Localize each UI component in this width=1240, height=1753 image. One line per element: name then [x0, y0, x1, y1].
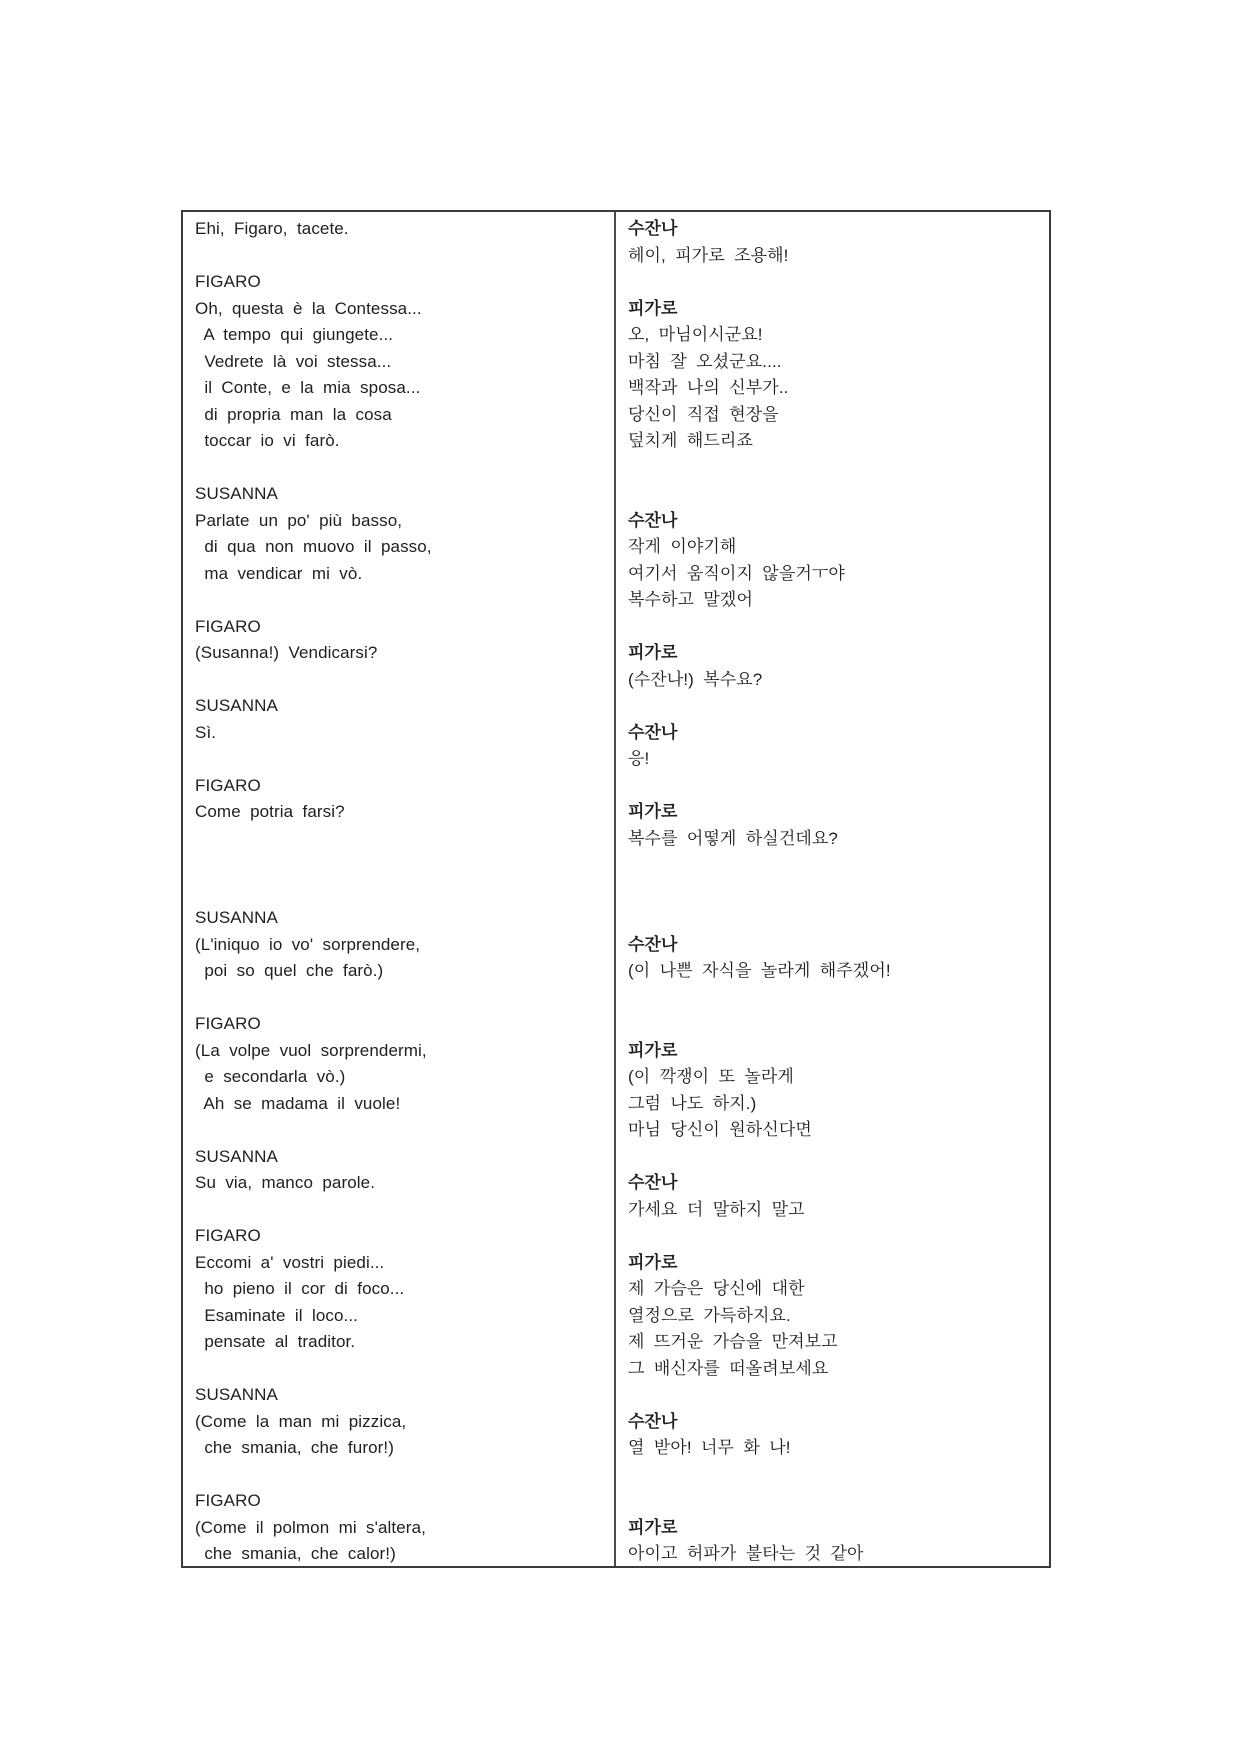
- dialogue-line: 헤이, 피가로 조용해!: [628, 245, 789, 265]
- dialogue-line: FIGARO: [195, 272, 261, 291]
- dialogue-line: (Susanna!) Vendicarsi?: [195, 643, 378, 662]
- dialogue-line: Eccomi a' vostri piedi...: [195, 1252, 385, 1272]
- speaker-name: 피가로: [628, 802, 678, 821]
- dialogue-line: 백작과 나의 신부가..: [628, 378, 789, 397]
- speaker-name: 피가로: [628, 643, 678, 662]
- dialogue-line: 덮치게 해드리죠: [628, 431, 753, 450]
- korean-column: [616, 212, 1049, 1566]
- blank-line: [628, 985, 1041, 1012]
- dialogue-line: SUSANNA: [195, 908, 278, 927]
- speaker-name: 수잔나: [628, 722, 678, 742]
- blank-line: [628, 852, 1041, 879]
- dialogue-line: 열 받아! 너무 화 나!: [628, 1438, 791, 1457]
- blank-line: [628, 1011, 1041, 1038]
- speaker-name: 피가로: [628, 1040, 678, 1060]
- dialogue-line: 가세요 더 말하지 말고: [628, 1199, 805, 1219]
- dialogue-line: (이 깍쟁이 또 놀라게: [628, 1067, 794, 1086]
- dialogue-line: 복수하고 말겠어: [628, 590, 753, 609]
- dialogue-line: A tempo qui giungete...: [195, 325, 394, 344]
- dialogue-line: di propria man la cosa: [195, 404, 392, 424]
- dialogue-line: SUSANNA: [195, 484, 278, 503]
- blank-line: [195, 1117, 606, 1144]
- blank-line: [628, 1462, 1041, 1489]
- dialogue-line: FIGARO: [195, 1491, 261, 1510]
- speaker-name: 피가로: [628, 1517, 678, 1537]
- dialogue-line: che smania, che furor!): [195, 1438, 394, 1457]
- dialogue-line: di qua non muovo il passo,: [195, 537, 432, 556]
- blank-line: [628, 693, 1041, 720]
- dialogue-line: ma vendicar mi vò.: [195, 563, 363, 583]
- dialogue-line: 응!: [628, 749, 650, 768]
- dialogue-line: 복수를 어떻게 하실건데요?: [628, 828, 838, 848]
- blank-line: [628, 481, 1041, 508]
- blank-line: [195, 587, 606, 614]
- blank-line: [628, 1488, 1041, 1515]
- speaker-name: 수잔나: [628, 1173, 678, 1192]
- blank-line: [628, 614, 1041, 641]
- dialogue-line: 제 뜨거운 가슴을 만져보고: [628, 1332, 838, 1351]
- dialogue-line: pensate al traditor.: [195, 1332, 356, 1351]
- blank-line: [628, 1144, 1041, 1171]
- dialogue-line: Parlate un po' più basso,: [195, 510, 403, 530]
- blank-line: [628, 773, 1041, 800]
- dialogue-line: FIGARO: [195, 775, 261, 795]
- speaker-name: 수잔나: [628, 934, 678, 954]
- blank-line: [628, 879, 1041, 906]
- dialogue-line: SUSANNA: [195, 1146, 278, 1166]
- blank-line: [195, 243, 606, 270]
- dialogue-line: 그 배신자를 떠올려보세요: [628, 1358, 829, 1378]
- dialogue-line: 마침 잘 오셨군요....: [628, 351, 782, 371]
- dialogue-line: (L'iniquo io vo' sorprendere,: [195, 934, 421, 954]
- dialogue-line: 제 가슴은 당신에 대한: [628, 1279, 805, 1298]
- blank-line: [628, 269, 1041, 296]
- speaker-name: 피가로: [628, 1252, 678, 1272]
- dialogue-line: 오, 마님이시군요!: [628, 325, 763, 344]
- blank-line: [195, 1197, 606, 1224]
- dialogue-line: (Come la man mi pizzica,: [195, 1411, 407, 1431]
- blank-line: [195, 852, 606, 879]
- dialogue-line: FIGARO: [195, 1226, 261, 1245]
- blank-line: [195, 455, 606, 482]
- dialogue-line: il Conte, e la mia sposa...: [195, 378, 421, 397]
- dialogue-line: e secondarla vò.): [195, 1067, 346, 1086]
- blank-line: [195, 746, 606, 773]
- speaker-name: 수잔나: [628, 1411, 678, 1431]
- dialogue-line: 아이고 허파가 불타는 것 같아: [628, 1544, 864, 1563]
- dialogue-line: 그럼 나도 하지.): [628, 1093, 757, 1113]
- dialogue-line: Ehi, Figaro, tacete.: [195, 219, 349, 238]
- libretto-table: [181, 210, 1051, 1568]
- dialogue-line: Su via, manco parole.: [195, 1173, 376, 1192]
- dialogue-line: Esaminate il loco...: [195, 1305, 358, 1325]
- dialogue-line: (La volpe vuol sorprendermi,: [195, 1040, 427, 1060]
- dialogue-line: SUSANNA: [195, 696, 278, 715]
- dialogue-line: poi so quel che farò.): [195, 961, 384, 980]
- dialogue-line: (이 나쁜 자식을 놀라게 해주겠어!: [628, 961, 891, 980]
- blank-line: [628, 1382, 1041, 1409]
- italian-column: [183, 212, 616, 1566]
- speaker-name: 피가로: [628, 298, 678, 318]
- dialogue-line: 마님 당신이 원하신다면: [628, 1120, 812, 1139]
- speaker-name: 수잔나: [628, 510, 678, 530]
- dialogue-line: che smania, che calor!): [195, 1544, 396, 1563]
- blank-line: [628, 905, 1041, 932]
- dialogue-line: Vedrete là voi stessa...: [195, 351, 392, 371]
- blank-line: [195, 826, 606, 853]
- dialogue-line: 당신이 직접 현장을: [628, 404, 779, 424]
- blank-line: [195, 879, 606, 906]
- dialogue-line: 여기서 움직이지 않을거ㅜ야: [628, 563, 845, 583]
- blank-line: [195, 667, 606, 694]
- dialogue-line: FIGARO: [195, 616, 261, 636]
- dialogue-line: ho pieno il cor di foco...: [195, 1279, 405, 1298]
- blank-line: [195, 1462, 606, 1489]
- blank-line: [195, 985, 606, 1012]
- dialogue-line: toccar io vi farò.: [195, 431, 340, 450]
- dialogue-line: FIGARO: [195, 1014, 261, 1033]
- dialogue-line: Come potria farsi?: [195, 802, 345, 821]
- dialogue-line: Sì.: [195, 722, 217, 742]
- dialogue-line: (수잔나!) 복수요?: [628, 669, 763, 689]
- blank-line: [195, 1356, 606, 1383]
- dialogue-line: Ah se madama il vuole!: [195, 1093, 401, 1113]
- dialogue-line: 열정으로 가득하지요.: [628, 1305, 791, 1325]
- blank-line: [628, 1223, 1041, 1250]
- dialogue-line: 작게 이야기해: [628, 537, 737, 556]
- dialogue-line: Oh, questa è la Contessa...: [195, 298, 422, 318]
- blank-line: [628, 455, 1041, 482]
- dialogue-line: (Come il polmon mi s'altera,: [195, 1517, 426, 1537]
- dialogue-line: SUSANNA: [195, 1385, 278, 1404]
- speaker-name: 수잔나: [628, 219, 678, 238]
